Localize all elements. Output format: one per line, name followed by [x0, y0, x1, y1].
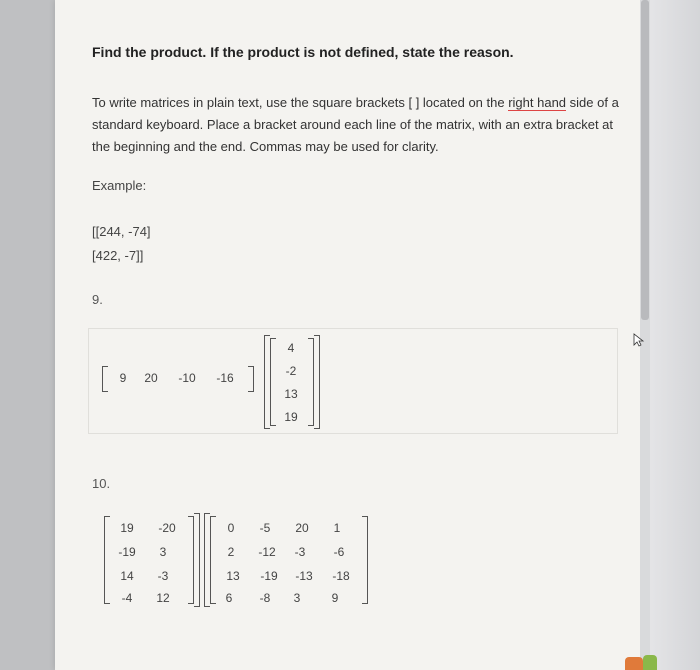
matrix-b-entry: -19 [260, 569, 278, 583]
row-matrix-entry: -10 [178, 371, 196, 385]
scrollbar-thumb[interactable] [641, 0, 649, 320]
matrix-a-outer-right-bracket [194, 513, 200, 607]
matrix-a-entry: 14 [120, 569, 134, 583]
matrix-b-entry: -12 [258, 545, 276, 559]
matrix-a-entry: -3 [157, 569, 169, 583]
matrix-b-entry: 1 [333, 521, 341, 535]
column-matrix-entry: 13 [284, 387, 298, 401]
example-line-1: [[244, -74] [92, 224, 151, 239]
instructions-part2: side of a standard keyboard. Place a bracket around each line of the matrix, with an extra bracket at the beginning and the end. Commas may be used for clarity. [92, 95, 619, 154]
matrix-b-entry: -8 [259, 591, 271, 605]
instructions-right-hand: right hand [508, 95, 567, 110]
matrix-b-entry: 3 [293, 591, 301, 605]
matrix-b-entry: -18 [332, 569, 350, 583]
matrix-b-entry: 2 [227, 545, 235, 559]
problem-9-number: 9. [92, 292, 103, 307]
column-matrix-entry: 19 [284, 410, 298, 424]
corner-sticker-green-icon [643, 655, 657, 670]
matrix-a-entry: -19 [118, 545, 136, 559]
problem-10-number: 10. [92, 476, 111, 491]
matrix-a-entry: 12 [156, 591, 170, 605]
row-matrix-entry: -16 [216, 371, 234, 385]
matrix-b-entry: -5 [259, 521, 271, 535]
matrix-b-entry: -13 [295, 569, 313, 583]
matrix-b-entry: 9 [331, 591, 339, 605]
matrix-b-entry: -3 [294, 545, 306, 559]
matrix-a-entry: -20 [158, 521, 176, 535]
question-title: Find the product. If the product is not defined, state the reason. [92, 44, 514, 60]
matrix-b-entry: 13 [226, 569, 240, 583]
row-matrix-entry: 20 [144, 371, 158, 385]
row-matrix-right-bracket [248, 366, 254, 392]
matrix-a-entry: 3 [159, 545, 167, 559]
matrix-b-entry: -6 [333, 545, 345, 559]
example-line-2: [422, -7]] [92, 248, 144, 263]
instructions-part1: To write matrices in plain text, use the square brackets [ ] located on the [92, 95, 509, 110]
row-matrix-entry: 9 [119, 371, 127, 385]
matrix-a-entry: -4 [121, 591, 133, 605]
column-matrix-entry: 4 [287, 341, 295, 355]
corner-sticker-icon [625, 657, 643, 670]
matrix-b-entry: 0 [227, 521, 235, 535]
matrix-b-entry: 20 [295, 521, 309, 535]
column-matrix-outer-right-bracket [314, 335, 320, 429]
column-matrix-entry: -2 [285, 364, 297, 378]
window-edge [645, 0, 700, 670]
matrix-b-right-bracket [362, 516, 368, 604]
matrix-a-entry: 19 [120, 521, 134, 535]
example-label: Example: [92, 178, 147, 193]
matrix-b-entry: 6 [225, 591, 233, 605]
instructions-text [92, 92, 622, 158]
mouse-cursor-icon [632, 333, 646, 347]
